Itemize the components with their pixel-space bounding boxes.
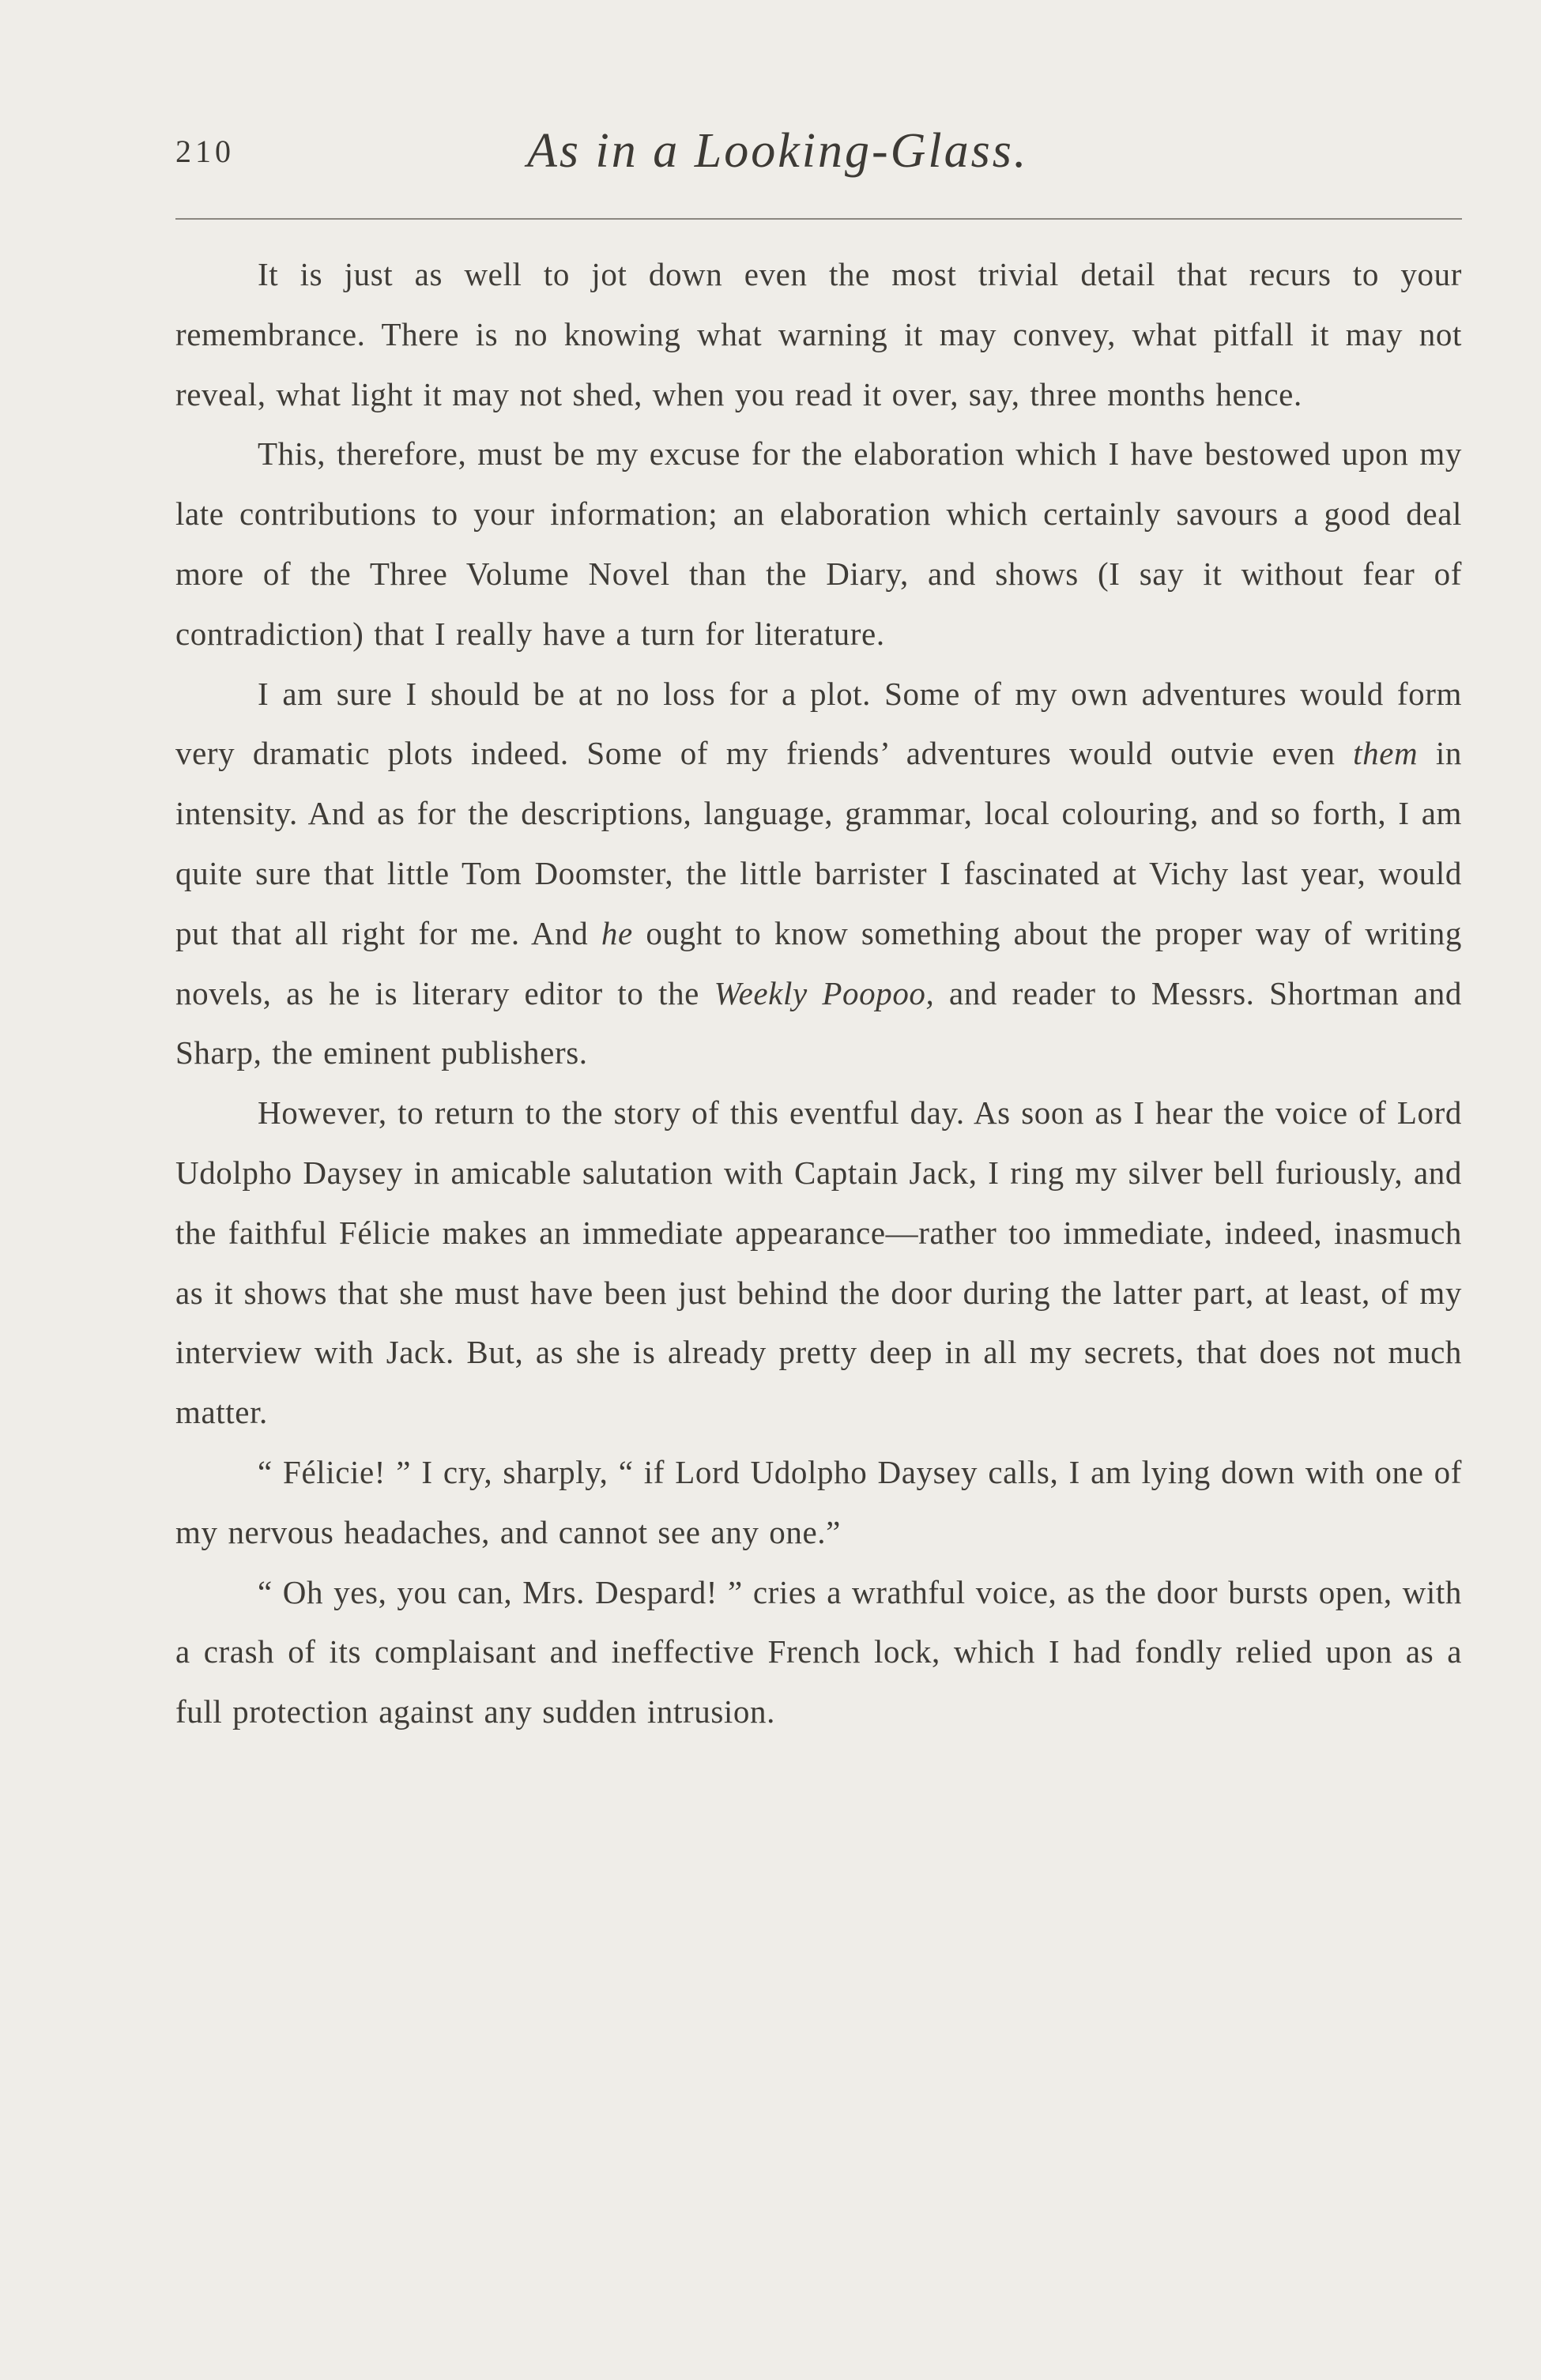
paragraph-1	[175, 245, 1462, 424]
paragraph-6	[175, 1563, 1462, 1742]
italic-text: he	[601, 914, 633, 951]
paragraph-text: This, therefore, must be my excuse for the elaboration which I have bestowed upon my late contributions to your information; an elaboration which certainly savours a good deal more of the Three Volume Novel than the Diary, and shows (I say it without fear of contradiction) that I really have a turn for literature.	[175, 435, 1462, 652]
paragraph-text: It is just as well to jot down even the most trivial detail that recurs to your remembrance. There is no knowing what warning it may convey, what pitfall it may not reveal, what light it may not shed, when you read it over, say, three months hence.	[175, 256, 1462, 412]
paragraph-2	[175, 424, 1462, 664]
body-text	[175, 245, 1462, 1742]
paragraph-text: However, to return to the story of this eventful day. As soon as I hear the voice of Lord Udolpho Daysey in amicable salutation with Captain Jack, I ring my silver bell furiously, and the faithful Félicie makes an immediate appearance—rather too immediate, indeed, inasmuch as it shows that she must have been just behind the door during the latter part, at least, of my interview with Jack. But, as she is already pretty deep in all my secrets, that does not much matter.	[175, 1094, 1462, 1431]
paragraph-5	[175, 1443, 1462, 1563]
paragraph-text: “ Oh yes, you can, Mrs. Despard! ” cries a wrathful voice, as the door bursts open, with a crash of its complaisant and ineffective French lock, which I had fondly relied upon as a full protection against any sudden intrusion.	[175, 1573, 1462, 1730]
running-header	[175, 119, 1462, 190]
italic-text: Weekly Poopoo,	[714, 974, 935, 1011]
page-number: 210	[175, 134, 235, 169]
paragraph-4	[175, 1083, 1462, 1443]
paragraph-3	[175, 665, 1462, 1084]
running-title: As in a Looking-Glass.	[527, 124, 1029, 178]
italic-text: them	[1353, 735, 1419, 772]
paragraph-text: and reader to Messrs. Shortman and Sharp, the eminent publishers.	[175, 974, 1462, 1071]
paragraph-text: “ Félicie! ” I cry, sharply, “ if Lord Udolpho Daysey calls, I am lying down with one of my nervous headaches, and cannot see any one.”	[175, 1453, 1462, 1550]
paragraph-text: in intensity. And as for the descriptions, language, grammar, local colouring, and so forth, I am quite sure that little Tom Doomster, the little barrister I fascinated at Vichy last year, would put that all right for me. And	[175, 735, 1462, 951]
paragraph-text: ought to know something about the proper way of writing novels, as he is literary editor to the	[175, 914, 1462, 1011]
header-rule	[175, 218, 1462, 220]
paragraph-text: I am sure I should be at no loss for a plot. Some of my own adventures would form very dramatic plots indeed. Some of my friends’ adventures would outvie even	[175, 675, 1462, 772]
